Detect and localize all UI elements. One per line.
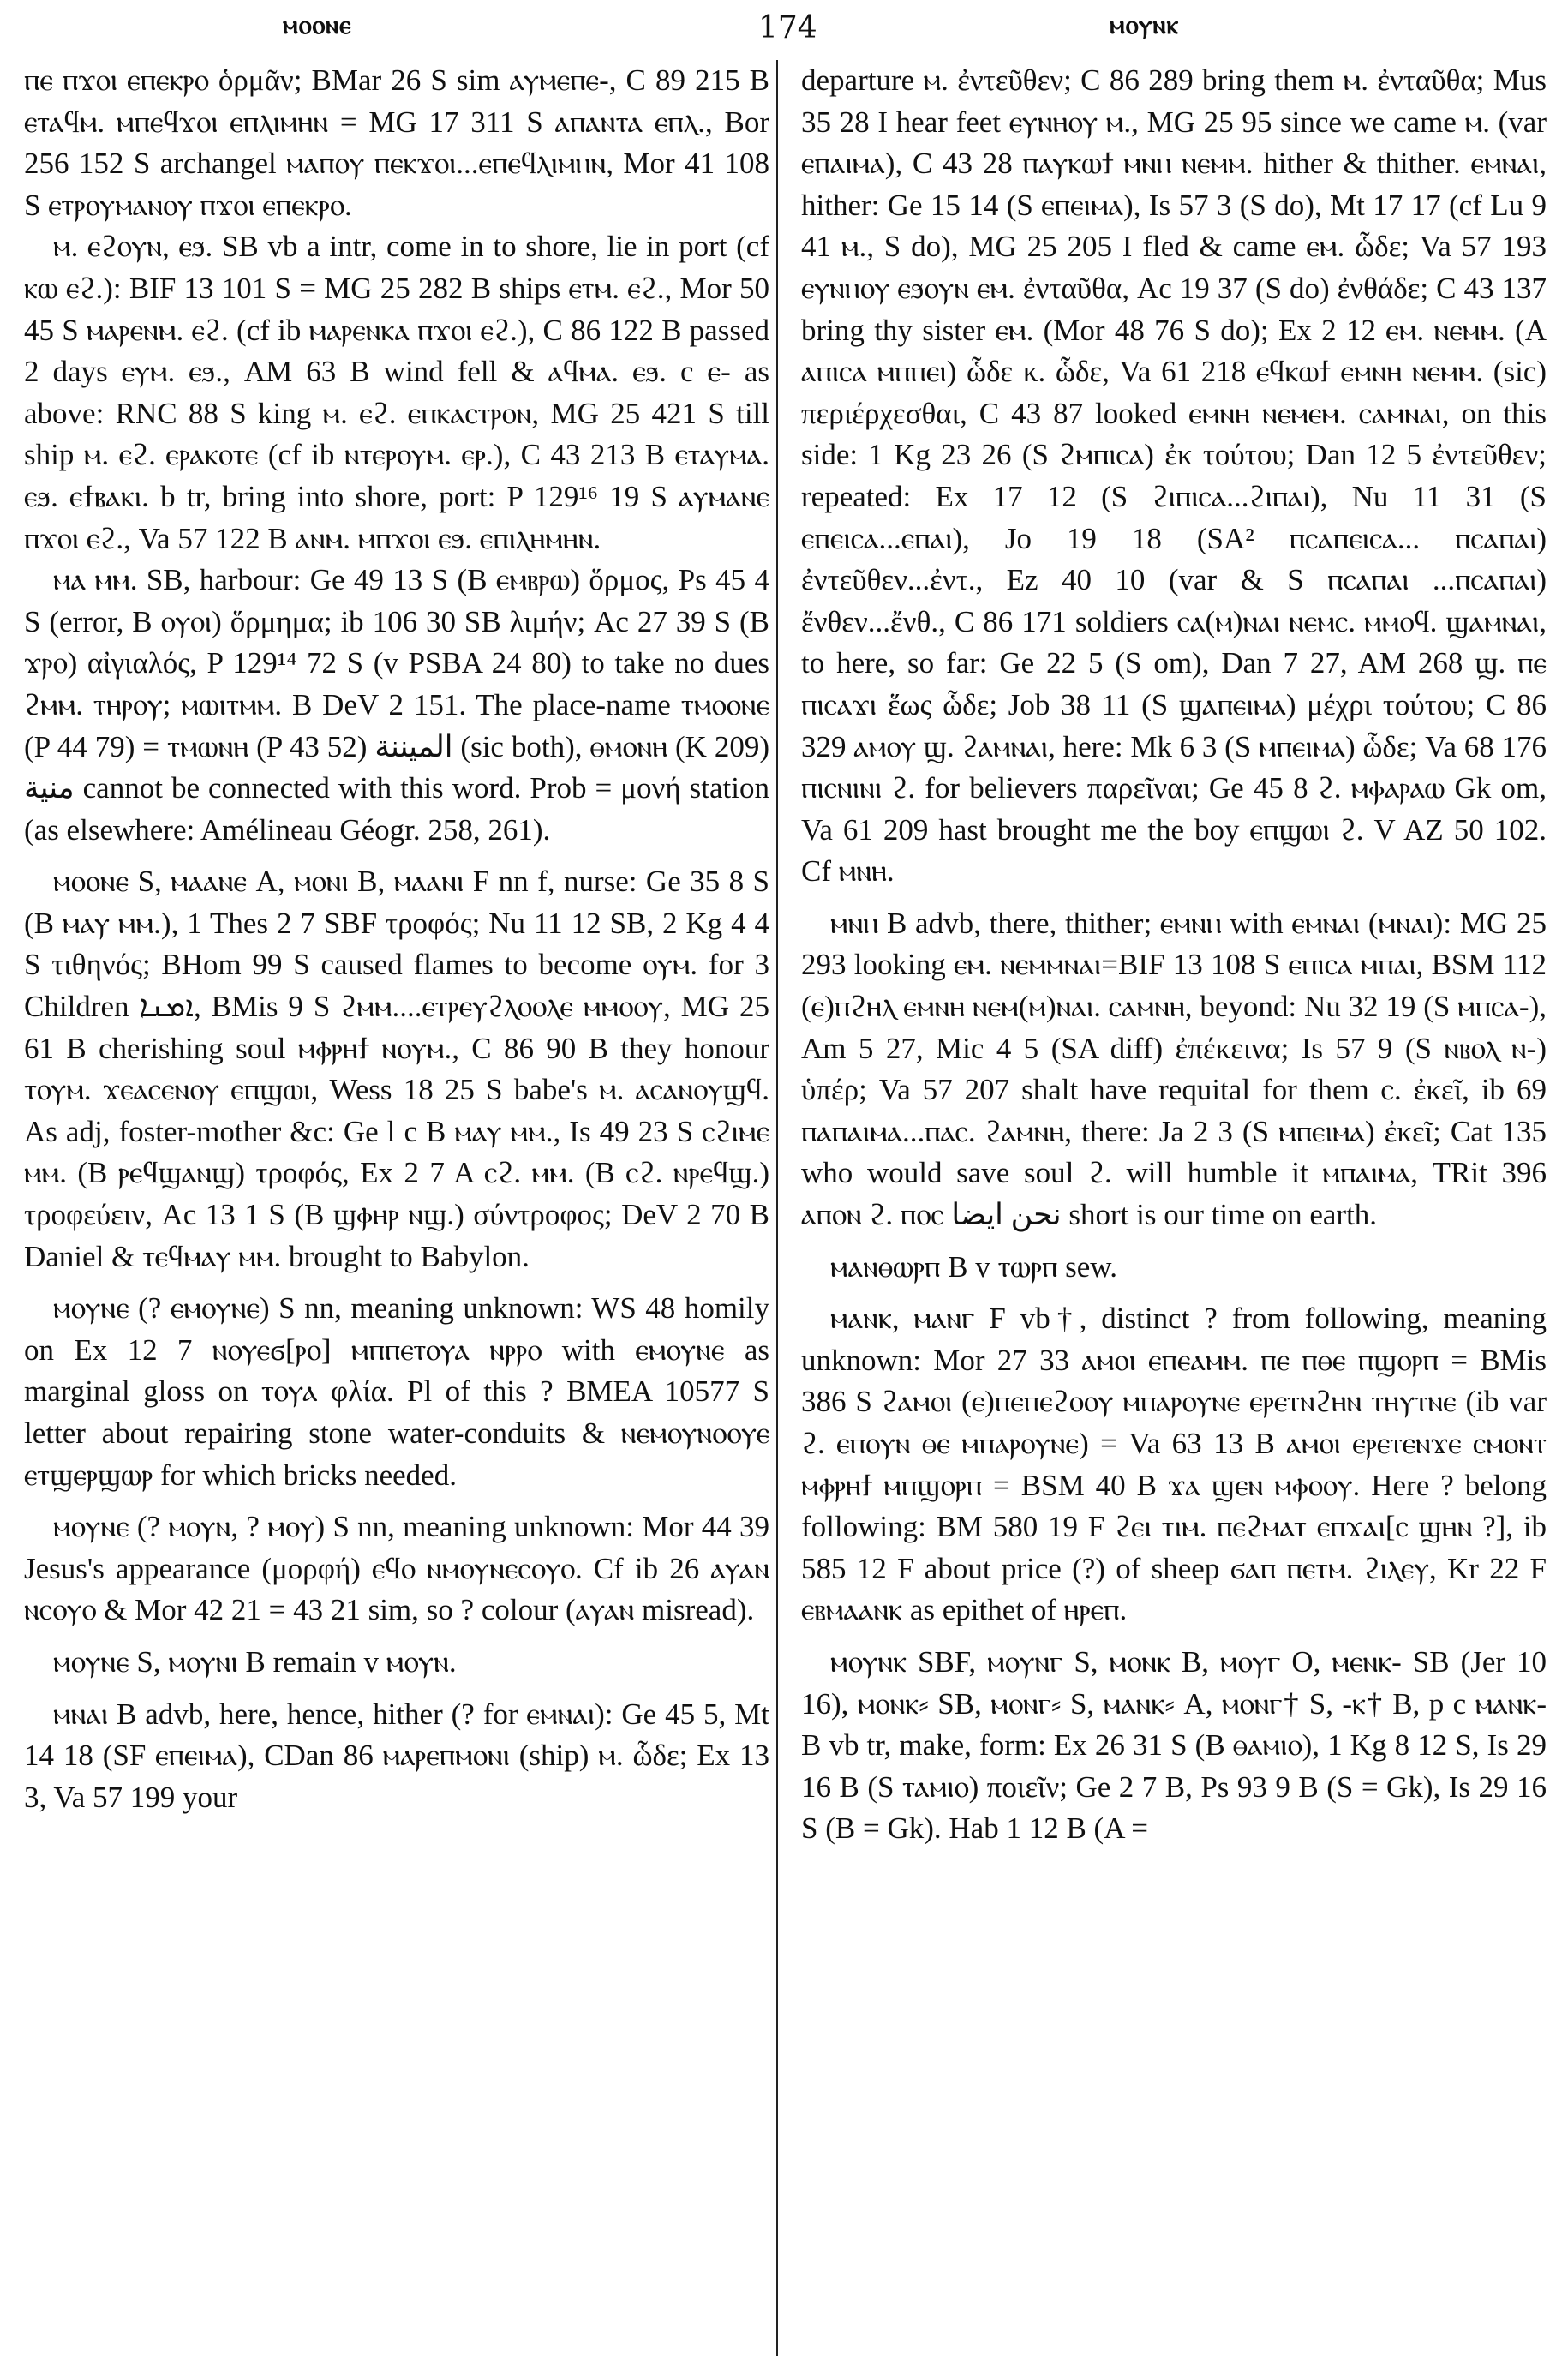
- entry-moone-nurse: [24, 861, 769, 1278]
- entry-paragraph: ⲡⲉ ⲡϫⲟⲓ ⲉⲡⲉⲕⲣⲟ ὁρμᾶν; BMar 26 S sim ⲁⲩⲙⲉⲡⲉ-, C 89 215 B ⲉⲧⲁϥⲙ. ⲙⲡⲉϥϫⲟⲓ ⲉⲡⲗⲓⲙⲏⲛ = MG 17 311 S ⲁⲡⲁⲛⲧⲁ ⲉⲡⲗ., Bor 256 152 S archangel ⲙⲁⲡⲟⲩ ⲡⲉⲕϫⲟⲓ...ⲉⲡⲉϥⲗⲓⲙⲏⲛ, Mor 41 108 S ⲉⲧⲣⲟⲩⲙⲁⲛⲟⲩ ⲡϫⲟⲓ ⲉⲡⲉⲕⲣⲟ.: [24, 63, 769, 222]
- entry-moone-continued: [24, 60, 769, 851]
- entry-paragraph: ⲙⲟⲩⲛⲉ (? ⲙⲟⲩⲛ, ? ⲙⲟⲩ) S nn, meaning unknown: Mor 44 39 Jesus's appearance (μορφή) ⲉϥⲟ ⲛⲙⲟⲩⲛⲉⲥⲟⲩⲟ. Cf ib 26 ⲁⲩⲁⲛ ⲛⲥⲟⲩⲟ & Mor 42 21 = 43 21 sim, so ? colour (ⲁⲩⲁⲛ misread).: [24, 1510, 769, 1627]
- entry-paragraph: ⲙ. ⲉϩⲟⲩⲛ, ⲉϧ. SB vb a intr, come in to shore, lie in port (cf ⲕⲱ ⲉϩ.): BIF 13 101 S = MG 25 282 B ships ⲉⲧⲙ. ⲉϩ., Mor 50 45 S ⲙⲁⲣⲉⲛⲙ. ⲉϩ. (cf ib ⲙⲁⲣⲉⲛⲕⲁ ⲡϫⲟⲓ ⲉϩ.), C 86 122 B passed 2 days ⲉⲩⲙ. ⲉϧ., AM 63 B wind fell & ⲁϥⲙⲁ. ⲉϧ. c ⲉ- as above: RNC 88 S king ⲙ. ⲉϩ. ⲉⲡⲕⲁⲥⲧⲣⲟⲛ, MG 25 421 S till ship ⲙ. ⲉϩ. ⲉⲣⲁⲕⲟⲧⲉ (cf ib ⲛⲧⲉⲣⲟⲩⲙ. ⲉⲣ.), C 43 213 B ⲉⲧⲁⲩⲙⲁ. ⲉϧ. ⲉϯⲃⲁⲕⲓ. b tr, bring into shore, port: P 129¹⁶ 19 S ⲁⲩⲙⲁⲛⲉ ⲡϫⲟⲓ ⲉϩ., Va 57 122 B ⲁⲛⲙ. ⲙⲡϫⲟⲓ ⲉϧ. ⲉⲡⲓⲗⲏⲙⲏⲛ.: [24, 230, 769, 555]
- entry-moyne-1: [24, 1288, 769, 1496]
- left-column: [24, 60, 769, 1829]
- entry-paragraph: ⲙⲁⲛⲑⲱⲣⲡ B v ⲧⲱⲣⲡ sew.: [830, 1249, 1118, 1284]
- right-column: [801, 60, 1547, 1860]
- entry-moyne-remain: [24, 1642, 769, 1684]
- entry-paragraph: ⲙⲛⲏ B advb, there, thither; ⲉⲙⲛⲏ with ⲉⲙⲛⲁⲓ (ⲙⲛⲁⲓ): MG 25 293 looking ⲉⲙ. ⲛⲉⲙⲙⲛⲁⲓ=BIF 13 108 S ⲉⲡⲓⲥⲁ ⲙⲡⲁⲓ, BSM 112 (ⲉ)ⲡϩⲏⲗ ⲉⲙⲛⲏ ⲛⲉⲙ(ⲙ)ⲛⲁⲓ. ⲥⲁⲙⲛⲏ, beyond: Nu 32 19 (S ⲙⲡⲥⲁ-), Am 5 27, Mic 4 5 (SA diff) ἐπέκεινα; Is 57 9 (S ⲛⲃⲟⲗ ⲛ-) ὑπέρ; Va 57 207 shalt have requital for them ⲥ. ἐκεῖ, ib 69 ⲡⲁⲡⲁⲓⲙⲁ...ⲡⲁⲥ. ϩⲁⲙⲛⲏ, there: Ja 2 3 (S ⲙⲡⲉⲓⲙⲁ) ἐκεῖ; Cat 135 who would save soul ϩ. will humble it ⲙⲡⲁⲓⲙⲁ, TRit 396 ⲁⲡⲟⲛ ϩ. ⲡⲟⲥ نحن ايضا short is our time on earth.: [801, 906, 1547, 1232]
- page-header: [0, 10, 1568, 55]
- entry-mank: [801, 1298, 1547, 1632]
- entry-paragraph: departure ⲙ. ἐντεῦθεν; C 86 289 bring them ⲙ. ἐνταῦθα; Mus 35 28 I hear feet ⲉⲩⲛⲏⲟⲩ ⲙ., MG 25 95 since we came ⲙ. (var ⲉⲡⲁⲓⲙⲁ), C 43 28 ⲡⲁⲩⲕⲱϯ ⲙⲛⲏ ⲛⲉⲙⲙ. hither & thither. ⲉⲙⲛⲁⲓ, hither: Ge 15 14 (S ⲉⲡⲉⲓⲙⲁ), Is 57 3 (S do), Mt 17 17 (cf Lu 9 41 ⲙ., S do), MG 25 205 I fled & came ⲉⲙ. ὧδε; Va 57 193 ⲉⲩⲛⲏⲟⲩ ⲉϧⲟⲩⲛ ⲉⲙ. ἐνταῦθα, Ac 19 37 (S do) ἐνθάδε; C 43 137 bring thy sister ⲉⲙ. (Mor 48 76 S do); Ex 2 12 ⲉⲙ. ⲛⲉⲙⲙ. (A ⲁⲡⲓⲥⲁ ⲙⲡⲡⲉⲓ) ὧδε κ. ὧδε, Va 61 218 ⲉϥⲕⲱϯ ⲉⲙⲛⲏ ⲛⲉⲙⲙ. (sic) περιέρχεσθαι, C 43 87 looked ⲉⲙⲛⲏ ⲛⲉⲙⲉⲙ. ⲥⲁⲙⲛⲁⲓ, on this side: 1 Kg 23 26 (S ϩⲙⲡⲓⲥⲁ) ἐκ τούτου; Dan 12 5 ἐντεῦθεν; repeated: Ex 17 12 (S ϩⲓⲡⲓⲥⲁ...ϩⲓⲡⲁⲓ), Nu 11 31 (S ⲉⲡⲉⲓⲥⲁ...ⲉⲡⲁⲓ), Jo 19 18 (SA² ⲡⲥⲁⲡⲉⲓⲥⲁ... ⲡⲥⲁⲡⲁⲓ) ἐντεῦθεν...ἐντ., Ez 40 10 (var & S ⲡⲥⲁⲡⲁⲓ ...ⲡⲥⲁⲡⲁⲓ) ἔνθεν...ἔνθ., C 86 171 soldiers ⲥⲁ(ⲙ)ⲛⲁⲓ ⲛⲉⲙⲥ. ⲙⲙⲟϥ. ϣⲁⲙⲛⲁⲓ, to here, so far: Ge 22 5 (S om), Dan 7 27, AM 268 ϣ. ⲡⲉ ⲡⲓⲥⲁϫⲓ ἕως ὧδε; Job 38 11 (S ϣⲁⲡⲉⲓⲙⲁ) μέχρι τούτου; C 86 329 ⲁⲙⲟⲩ ϣ. ϩⲁⲙⲛⲁⲓ, here: Mk 6 3 (S ⲙⲡⲉⲓⲙⲁ) ὧδε; Va 68 176 ⲡⲓⲥⲛⲓⲛⲓ ϩ. for believers παρεῖναι; Ge 45 8 ϩ. ⲙⲫⲁⲣⲁⲱ Gk om, Va 61 209 hast brought me the boy ⲉⲡϣⲱⲓ ϩ. V AZ 50 102. Cf ⲙⲛⲏ.: [801, 63, 1547, 889]
- page-number: 174: [758, 10, 817, 45]
- entry-mnh: [801, 903, 1547, 1236]
- entry-paragraph: ⲙⲁ ⲙⲙ. SB, harbour: Ge 49 13 S (B ⲉⲙⲃⲣⲱ) ὅρμος, Ps 45 4 S (error, B ⲟⲩⲟⲓ) ὅρμημα; ib 106 30 SB λιμήν; Ac 27 39 S (B ϫⲣⲟ) αἰγιαλός, P 129¹⁴ 72 S (v PSBA 24 80) to take no dues ϩⲙⲙ. ⲧⲏⲣⲟⲩ; ⲙⲱⲓⲧⲙⲙ. B DeV 2 151. The place-name ⲧⲙⲟⲟⲛⲉ (P 44 79) = ⲧⲙⲱⲛⲏ (P 43 52) الميننة (sic both), ⲑⲙⲟⲛⲏ (K 209) منية cannot be connected with this word. Prob = μονή station (as elsewhere: Amélineau Géogr. 258, 261).: [24, 563, 769, 847]
- entry-mnai-continued: [801, 60, 1547, 893]
- entry-paragraph: ⲙⲟⲩⲛⲕ SBF, ⲙⲟⲩⲛⲅ S, ⲙⲟⲛⲕ B, ⲙⲟⲩⲅ O, ⲙⲉⲛⲕ- SB (Jer 10 16), ⲙⲟⲛⲕ⸗ SB, ⲙⲟⲛⲅ⸗ S, ⲙⲁⲛⲕ⸗ A, ⲙⲟⲛⲅ† S, -ⲕ† B, p c ⲙⲁⲛⲕ- B vb tr, make, form: Ex 26 31 S (B ⲑⲁⲙⲓⲟ), 1 Kg 8 12 S, Is 29 16 B (S ⲧⲁⲙⲓⲟ) ποιεῖν; Ge 2 7 B, Ps 93 9 B (S = Gk), Is 29 16 S (B = Gk). Hab 1 12 B (A =: [801, 1644, 1547, 1846]
- right-running-headword: ⲙⲟⲩⲛⲕ: [1110, 10, 1180, 40]
- entry-paragraph: ⲙⲛⲁⲓ B advb, here, hence, hither (? for ⲉⲙⲛⲁⲓ): Ge 45 5, Mt 14 18 (SF ⲉⲡⲉⲓⲙⲁ), CDan 86 ⲙⲁⲣⲉⲡⲙⲟⲛⲓ (ship) ⲙ. ὧδε; Ex 13 3, Va 57 199 your: [24, 1697, 769, 1814]
- entry-paragraph: ⲙⲟⲩⲛⲉ (? ⲉⲙⲟⲩⲛⲉ) S nn, meaning unknown: WS 48 homily on Ex 12 7 ⲛⲟⲩⲉϭ[ⲣⲟ] ⲙⲡⲡⲉⲧⲟⲩⲁ ⲛⲣⲣⲟ with ⲉⲙⲟⲩⲛⲉ as marginal gloss on ⲧⲟⲩⲁ φλία. Pl of this ? BMEA 10577 S letter about repairing stone water-conduits & ⲛⲉⲙⲟⲩⲛⲟⲟⲩⲉ ⲉⲧϣⲉⲣϣⲱⲣ for which bricks needed.: [24, 1291, 769, 1492]
- entry-mnai: [24, 1694, 769, 1819]
- left-running-headword: ⲙⲟⲟⲛⲉ: [283, 10, 352, 40]
- column-divider: [776, 60, 778, 2356]
- entry-paragraph: ⲙⲟⲟⲛⲉ S, ⲙⲁⲁⲛⲉ A, ⲙⲟⲛⲓ B, ⲙⲁⲁⲛⲓ F nn f, nurse: Ge 35 8 S (B ⲙⲁⲩ ⲙⲙ.), 1 Thes 2 7 SBF τροφός; Nu 11 12 SB, 2 Kg 4 4 S τιθηνός; BHom 99 S caused flames to become ⲟⲩⲙ. for 3 Children ܐܡܢܐ, BMis 9 S ϩⲙⲙ....ⲉⲧⲣⲉⲩϩⲗⲟⲟⲗⲉ ⲙⲙⲟⲟⲩ, MG 25 61 B cherishing soul ⲙⲫⲣⲏϯ ⲛⲟⲩⲙ., C 86 90 B they honour ⲧⲟⲩⲙ. ϫⲉⲁⲥⲉⲛⲟⲩ ⲉⲡϣⲱⲓ, Wess 18 25 S babe's ⲙ. ⲁⲥⲁⲛⲟⲩϣϥ. As adj, foster-mother &c: Ge l c B ⲙⲁⲩ ⲙⲙ., Is 49 23 S ⲥϩⲓⲙⲉ ⲙⲙ. (B ⲣⲉϥϣⲁⲛϣ) τροφός, Ex 2 7 A ⲥϩ. ⲙⲙ. (B ⲥϩ. ⲛⲣⲉϥϣ.) τροφεύειν, Ac 13 1 S (B ϣⲫⲏⲣ ⲛϣ.) σύντροφος; DeV 2 70 B Daniel & ⲧⲉϥⲙⲁⲩ ⲙⲙ. brought to Babylon.: [24, 865, 769, 1273]
- entry-paragraph: ⲙⲁⲛⲕ, ⲙⲁⲛⲅ F vb†, distinct ? from following, meaning unknown: Mor 27 33 ⲁⲙⲟⲓ ⲉⲡⲉⲁⲙⲙ. ⲡⲉ ⲡⲑⲉ ⲡϣⲟⲣⲡ = BMis 386 S ϩⲁⲙⲟⲓ (ⲉ)ⲡⲉⲡⲉϩⲟⲟⲩ ⲙⲡⲁⲣⲟⲩⲛⲉ ⲉⲣⲉⲧⲛϩⲏⲛ ⲧⲏⲩⲧⲛⲉ (ib var ϩ. ⲉⲡⲟⲩⲛ ⲑⲉ ⲙⲡⲁⲣⲟⲩⲛⲉ) = Va 63 13 B ⲁⲙⲟⲓ ⲉⲣⲉⲧⲉⲛϫⲉ ⲥⲙⲟⲛⲧ ⲙⲫⲣⲏϯ ⲙⲡϣⲟⲣⲡ = BSM 40 B ϫⲁ ϣⲉⲛ ⲙⲫⲟⲟⲩ. Here ? belong following: BM 580 19 F ϩⲉⲓ ⲧⲓⲙ. ⲡⲉϩⲙⲁⲧ ⲉⲡϫⲁⲓ[ⲥ ϣⲏⲛ ?], ib 585 12 F about price (?) of sheep ϭⲁⲡ ⲡⲉⲧⲙ. ϩⲓⲗⲉⲩ, Kr 22 F ⲉⲃⲙⲁⲁⲛⲕ as epithet of ⲏⲣⲉⲡ.: [801, 1302, 1547, 1627]
- entry-moyne-2: [24, 1506, 769, 1632]
- entry-paragraph: ⲙⲟⲩⲛⲉ S, ⲙⲟⲩⲛⲓ B remain v ⲙⲟⲩⲛ.: [53, 1644, 457, 1679]
- entry-moynk: [801, 1642, 1547, 1850]
- entry-manthorp: [801, 1247, 1547, 1289]
